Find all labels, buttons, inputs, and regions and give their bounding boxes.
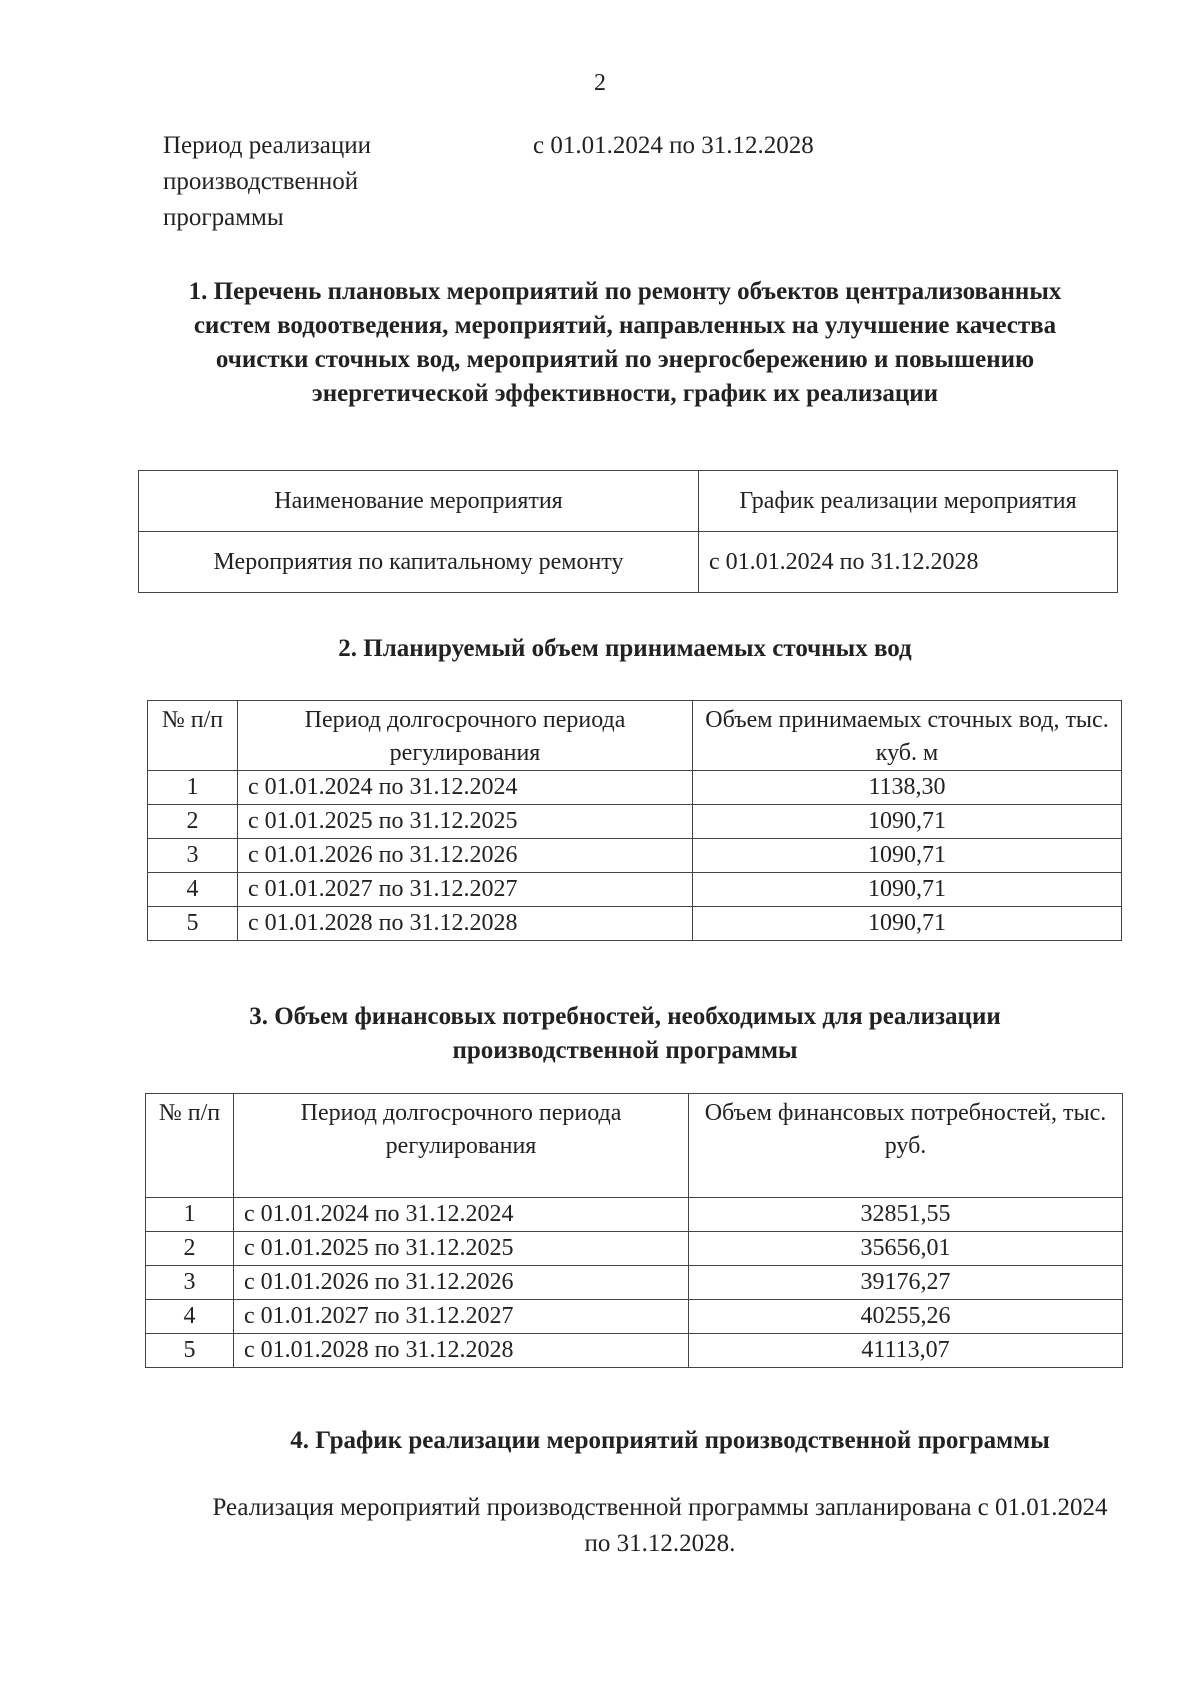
row-financial-needs: 40255,26 [689, 1300, 1123, 1334]
table-row [148, 907, 1122, 941]
section1-heading: 1. Перечень плановых мероприятий по ремонту объектов централизованных систем водоотведения, мероприятий, направленных на улучшение качества очистки сточных вод, мероприятий по энергосбережению и повышению энергетической эффективности, график их реализации [188, 278, 1062, 407]
row-period: с 01.01.2025 по 31.12.2025 [234, 1232, 689, 1266]
row-period: с 01.01.2027 по 31.12.2027 [234, 1300, 689, 1334]
row-period: с 01.01.2028 по 31.12.2028 [238, 907, 693, 941]
column-header-schedule: График реализации мероприятия [699, 471, 1118, 532]
row-number: 3 [146, 1266, 234, 1300]
table-row [146, 1334, 1123, 1368]
row-number: 5 [148, 907, 238, 941]
program-period-value: с 01.01.2024 по 31.12.2028 [533, 132, 814, 159]
row-period: с 01.01.2025 по 31.12.2025 [238, 805, 693, 839]
section2-heading: 2. Планируемый объем принимаемых сточных вод [338, 635, 912, 662]
row-financial-needs: 39176,27 [689, 1266, 1123, 1300]
table-row [146, 1232, 1123, 1266]
row-number: 3 [148, 839, 238, 873]
column-header-period: Период долгосрочного периода регулирования [238, 701, 693, 771]
column-header-number: № п/п [148, 701, 238, 771]
section4-text: Реализация мероприятий производственной программы запланирована с 01.01.2024 по 31.12.2028. [212, 1494, 1108, 1557]
row-number: 4 [148, 873, 238, 907]
row-financial-needs: 41113,07 [689, 1334, 1123, 1368]
row-period: с 01.01.2024 по 31.12.2024 [238, 771, 693, 805]
row-number: 1 [146, 1198, 234, 1232]
activities-table [138, 470, 1118, 593]
row-volume: 1090,71 [693, 839, 1122, 873]
row-volume: 1090,71 [693, 805, 1122, 839]
table-row [139, 532, 1118, 593]
row-financial-needs: 32851,55 [689, 1198, 1123, 1232]
column-header-volume: Объем принимаемых сточных вод, тыс. куб. м [693, 701, 1122, 771]
table-header-row [146, 1094, 1123, 1198]
row-period: с 01.01.2024 по 31.12.2024 [234, 1198, 689, 1232]
table-header-row [139, 471, 1118, 532]
table-row [148, 839, 1122, 873]
row-period: с 01.01.2027 по 31.12.2027 [238, 873, 693, 907]
row-number: 4 [146, 1300, 234, 1334]
row-number: 1 [148, 771, 238, 805]
section3-heading: 3. Объем финансовых потребностей, необходимых для реализации производственной программы [249, 1003, 1001, 1064]
row-volume: 1090,71 [693, 907, 1122, 941]
row-period: с 01.01.2028 по 31.12.2028 [234, 1334, 689, 1368]
program-period [163, 128, 1093, 238]
activity-schedule: с 01.01.2024 по 31.12.2028 [699, 532, 1118, 593]
table-row [148, 873, 1122, 907]
row-number: 2 [146, 1232, 234, 1266]
table-row [148, 771, 1122, 805]
column-header-period: Период долгосрочного периода регулирования [234, 1094, 689, 1198]
table-row [146, 1266, 1123, 1300]
row-period: с 01.01.2026 по 31.12.2026 [238, 839, 693, 873]
row-number: 5 [146, 1334, 234, 1368]
row-financial-needs: 35656,01 [689, 1232, 1123, 1266]
program-period-label: Период реализации производственной программы [163, 132, 371, 231]
table-row [146, 1198, 1123, 1232]
section4-heading: 4. График реализации мероприятий производственной программы [290, 1427, 1050, 1454]
row-number: 2 [148, 805, 238, 839]
column-header-financial-needs: Объем финансовых потребностей, тыс. руб. [689, 1094, 1123, 1198]
financial-needs-table [145, 1093, 1123, 1368]
page-number: 2 [594, 70, 606, 96]
wastewater-volume-table [147, 700, 1122, 941]
row-volume: 1090,71 [693, 873, 1122, 907]
table-row [148, 805, 1122, 839]
column-header-number: № п/п [146, 1094, 234, 1198]
row-volume: 1138,30 [693, 771, 1122, 805]
table-header-row [148, 701, 1122, 771]
activity-name: Мероприятия по капитальному ремонту [139, 532, 699, 593]
column-header-activity-name: Наименование мероприятия [139, 471, 699, 532]
row-period: с 01.01.2026 по 31.12.2026 [234, 1266, 689, 1300]
table-row [146, 1300, 1123, 1334]
